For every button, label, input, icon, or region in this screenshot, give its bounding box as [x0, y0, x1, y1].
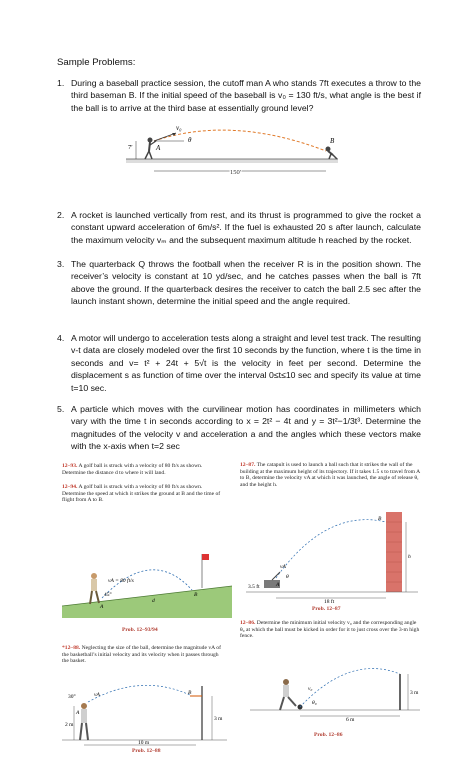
cat-18ft-label: 18 ft	[324, 599, 335, 604]
label-b: B	[330, 137, 335, 145]
bb-3m-label: 3 m	[214, 716, 223, 722]
basketball-figure	[62, 682, 227, 748]
flag	[202, 554, 209, 560]
problem-text: A rocket is launched vertically from rest, and its thrust is programmed to give the rocket a constant upward acceleration of 6m/s². If the fuel is exhausted 20 s after launch, calculate the maximum velocity vₘ and the subsequent maximum altitude h reached by the rocket.	[71, 210, 421, 245]
problem-number: 1.	[57, 78, 65, 88]
problem-number: 3.	[57, 259, 65, 269]
golf-velocity-label: vA = 80 ft/s	[108, 578, 134, 584]
problem-text: During a baseball practice session, the cutoff man A who stands 7ft executes a throw to the third baseman B. If the initial speed of the baseball is v₀ = 130 ft/s, what angle is the best if the ball is to arrive at the third base at essentially ground level?	[71, 78, 421, 113]
baseball-throw-figure	[112, 121, 352, 187]
golf-d-label: d	[152, 598, 155, 604]
velocity-arrow	[154, 133, 176, 141]
golf-a-label: A	[100, 604, 104, 610]
bb-va-label: vA	[94, 692, 100, 698]
golf-b-label: B	[194, 592, 198, 598]
problem-text: A motor will undergo to acceleration tests along a straight and level test track. The resulting v-t data are closely modeled over the first 10 seconds by the function, where t is the time in seconds and v= t² + 24t + 5√t is the velocity in feet per second. Determine the displacement s as function of time over the interval 0≤t≤10 sec and specify its value at time t=10 sec.	[71, 333, 421, 393]
golf-slope	[62, 586, 232, 618]
theta-label: θ	[188, 136, 192, 144]
problem-12-93: 12–93. A golf ball is struck with a velocity of 80 ft/s as shown. Determine the distance d to where it will land.	[62, 463, 203, 476]
cat-a-label: A	[276, 582, 280, 588]
problem-number: 2.	[57, 210, 65, 220]
caption-12-86: Prob. 12–86	[314, 732, 343, 738]
golfer-figure	[90, 573, 99, 604]
cat-3-5ft-label: 3.5 ft	[248, 584, 260, 590]
problem-number: 5.	[57, 404, 65, 414]
problem-1	[57, 77, 421, 114]
golf-angle-label: 45°	[104, 592, 112, 598]
cat-h-label: h	[408, 554, 411, 560]
cat-va-label: vA	[280, 564, 286, 570]
kick-figure	[250, 644, 420, 726]
bb-b-label: B	[188, 690, 192, 696]
kick-theta-label: θ₀	[312, 700, 317, 706]
bb-2m-label: 2 m	[65, 722, 74, 728]
height-label: 7′	[128, 144, 133, 151]
problem-12-94: 12–94. A golf ball is struck with a velocity of 80 ft/s as shown. Determine the speed at which it strikes the ground at B and the time of flight from A to B.	[62, 484, 221, 504]
problem-12-88: *12–88. Neglecting the size of the ball, determine the magnitude vA of the basketball’s initial velocity and its velocity when it passes through the basket.	[62, 645, 221, 665]
catapult-figure	[246, 508, 418, 604]
distance-label: 150′	[230, 169, 242, 176]
kick-3m-label: 3 m	[410, 690, 419, 696]
ground-strip	[126, 159, 338, 163]
problem-12-87: 12–87. The catapult is used to launch a ball such that it strikes the wall of the building at the maximum height of its trajectory. If it takes 1.5 s to travel from A to B, determine the velocity vA at which it was launched, the angle of release θ, and the height h.	[240, 462, 420, 488]
v0-label: v₀	[176, 124, 182, 132]
problem-4	[57, 332, 421, 394]
problem-text: A particle which moves with the curvilinear motion has coordinates in millimeters which vary with the time t in seconds according to x = 2t² − 4t and y = 3t²−1/3t³. Determine the magnitudes of the velocity v and acceleration a and the angles which these vectors make with the x-axis when t=2 sec	[71, 404, 421, 452]
problem-3	[57, 258, 421, 308]
kicker-figure	[280, 679, 296, 710]
caption-12-93-94: Prob. 12–93/94	[122, 627, 158, 633]
problem-number: 4.	[57, 333, 65, 343]
player-b-figure	[326, 147, 338, 160]
cat-b-label: B	[378, 516, 382, 522]
bb-10m-label: 10 m	[138, 740, 150, 746]
problem-text: The quarterback Q throws the football when the receiver R is in the position shown. The receiver’s velocity is constant at 10 yd/sec, and he catches passes when the ball is 7ft above the ground. If the quarterback desires the receiver to catch the ball 2.5 sec after the launch instant shown, determine the initial speed and the angle required.	[71, 259, 421, 307]
bb-angle-label: 30°	[68, 694, 76, 700]
problem-5	[57, 403, 421, 453]
golf-figure	[62, 546, 232, 618]
kick-v0-label: v₀	[308, 686, 313, 692]
bb-a-label: A	[76, 710, 80, 716]
catapult-trajectory	[276, 520, 386, 578]
kick-6m-label: 6 m	[346, 717, 355, 723]
caption-12-87: Prob. 12–87	[312, 606, 341, 612]
player-figure	[80, 703, 88, 740]
label-a: A	[156, 144, 161, 152]
caption-12-88: Prob. 12–88	[132, 748, 161, 754]
cat-theta-label: θ	[286, 574, 289, 580]
problem-12-86: 12–86. Determine the minimum initial velocity v₀ and the corresponding angle θ₀ at which the ball must be kicked in order for it to just cross over the 3-m high fence.	[240, 620, 420, 640]
problem-2	[57, 209, 421, 246]
page-heading: Sample Problems:	[57, 57, 136, 68]
ball-path	[88, 685, 192, 702]
ball-trajectory	[154, 130, 326, 151]
